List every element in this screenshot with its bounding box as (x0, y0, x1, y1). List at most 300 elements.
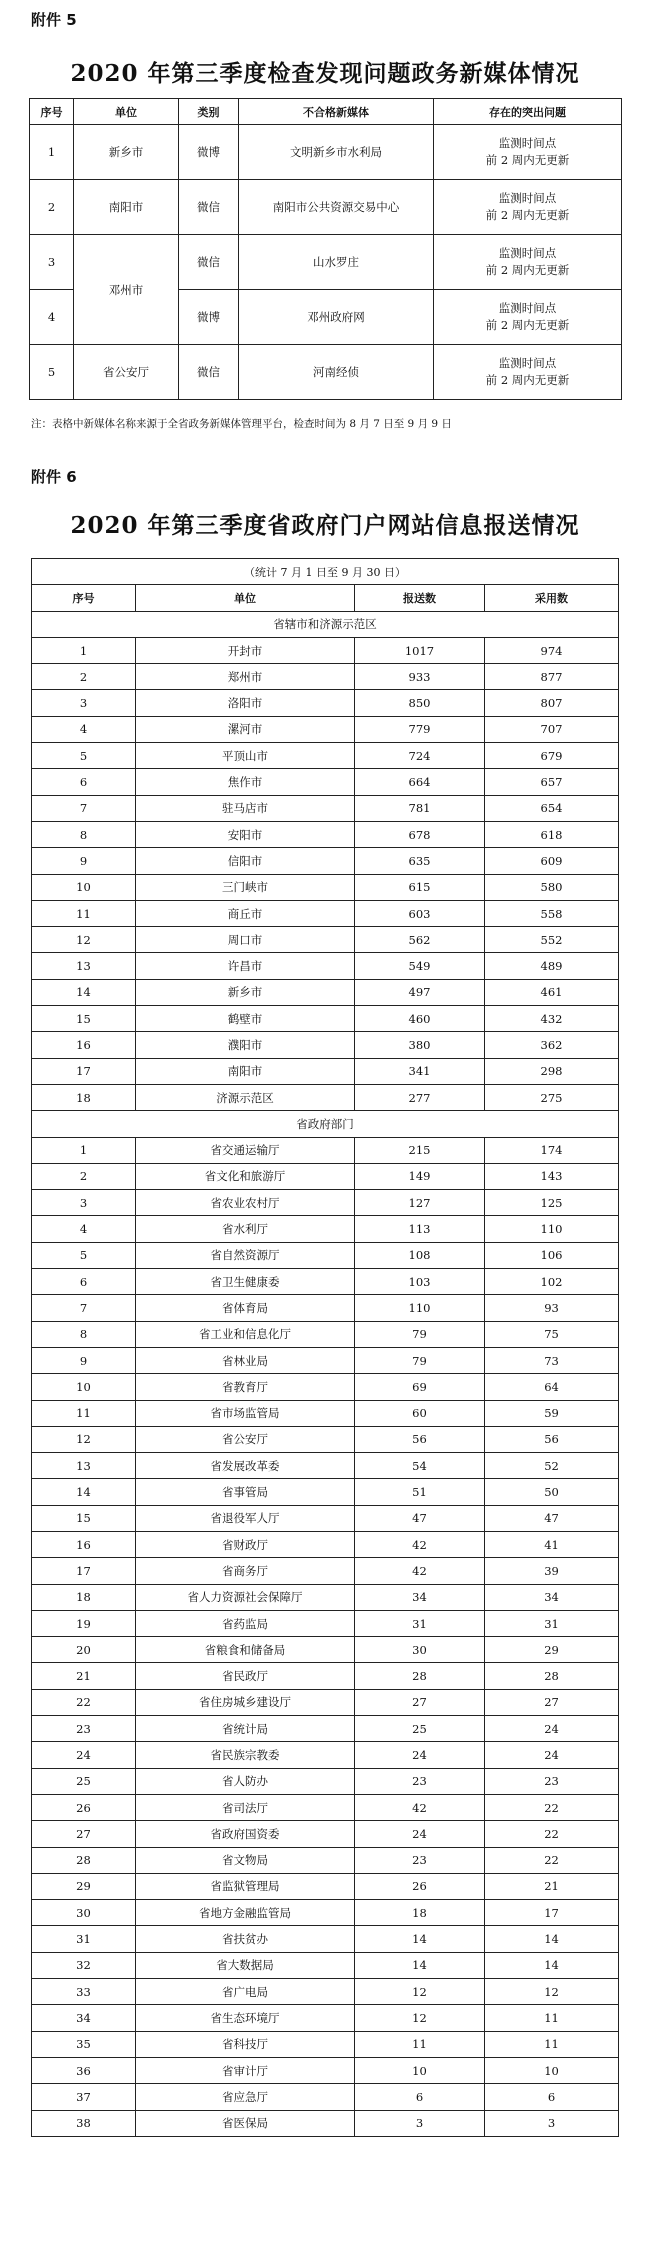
cell-no: 14 (32, 1479, 136, 1505)
cell-adopted: 125 (485, 1190, 619, 1216)
table-row (32, 2057, 619, 2083)
cell-unit: 省交通运输厅 (136, 1137, 355, 1163)
cell-adopted: 22 (485, 1821, 619, 1847)
issue-line-2: 前 2 周内无更新 (485, 373, 570, 387)
cell-no: 4 (32, 716, 136, 742)
table-row (32, 1295, 619, 1321)
header-unit: 单位 (136, 585, 355, 611)
cell-no: 5 (32, 743, 136, 769)
cell-no: 4 (30, 290, 74, 345)
table-row (32, 1163, 619, 1189)
cell-media: 河南经侦 (239, 345, 434, 400)
table-row (32, 1584, 619, 1610)
cell-unit: 平顶山市 (136, 743, 355, 769)
cell-unit: 省生态环境厅 (136, 2005, 355, 2031)
header-issue: 存在的突出问题 (434, 99, 622, 125)
cell-submitted: 18 (355, 1900, 485, 1926)
header-media: 不合格新媒体 (239, 99, 434, 125)
cell-adopted: 143 (485, 1163, 619, 1189)
cell-submitted: 42 (355, 1794, 485, 1820)
header-unit: 单位 (74, 99, 179, 125)
cell-type: 微信 (179, 345, 239, 400)
cell-unit: 周口市 (136, 927, 355, 953)
cell-unit: 省监狱管理局 (136, 1873, 355, 1899)
cell-submitted: 215 (355, 1137, 485, 1163)
cell-submitted: 724 (355, 743, 485, 769)
cell-submitted: 380 (355, 1032, 485, 1058)
table-row (32, 1058, 619, 1084)
issue-line-1: 监测时间点 (498, 356, 557, 370)
table-row (32, 1321, 619, 1347)
issue-line-2: 前 2 周内无更新 (485, 153, 570, 167)
cell-no: 8 (32, 1321, 136, 1347)
cell-adopted: 807 (485, 690, 619, 716)
cell-unit: 鹤壁市 (136, 1006, 355, 1032)
table-row (32, 769, 619, 795)
cell-no: 21 (32, 1663, 136, 1689)
cell-adopted: 52 (485, 1453, 619, 1479)
attachment5-label: 附件 5 (31, 11, 77, 29)
cell-adopted: 24 (485, 1716, 619, 1742)
cell-submitted: 24 (355, 1821, 485, 1847)
submissions-table-body (32, 559, 619, 2137)
cell-submitted: 1017 (355, 637, 485, 663)
cell-adopted: 22 (485, 1847, 619, 1873)
table-row (32, 900, 619, 926)
table-row (32, 1216, 619, 1242)
cell-unit: 省住房城乡建设厅 (136, 1689, 355, 1715)
cell-submitted: 6 (355, 2084, 485, 2110)
cell-adopted: 11 (485, 2005, 619, 2031)
cell-unit: 省水利厅 (136, 1216, 355, 1242)
table-row (32, 1873, 619, 1899)
cell-submitted: 664 (355, 769, 485, 795)
cell-issue (434, 180, 622, 235)
cell-adopted: 558 (485, 900, 619, 926)
cell-no: 35 (32, 2031, 136, 2057)
attachment6-title: 2020 年第三季度省政府门户网站信息报送情况 (70, 512, 580, 539)
cell-unit: 省统计局 (136, 1716, 355, 1742)
cell-unit: 省审计厅 (136, 2057, 355, 2083)
cell-no: 11 (32, 1400, 136, 1426)
cell-submitted: 42 (355, 1531, 485, 1557)
issue-line-2: 前 2 周内无更新 (485, 208, 570, 222)
table-row (32, 1453, 619, 1479)
table-row (32, 1137, 619, 1163)
table-row (32, 1926, 619, 1952)
cell-no: 36 (32, 2057, 136, 2083)
cell-submitted: 103 (355, 1269, 485, 1295)
cell-issue (434, 235, 622, 290)
cell-adopted: 10 (485, 2057, 619, 2083)
cell-adopted: 707 (485, 716, 619, 742)
cell-adopted: 102 (485, 1269, 619, 1295)
cell-adopted: 654 (485, 795, 619, 821)
cell-submitted: 603 (355, 900, 485, 926)
cell-adopted: 298 (485, 1058, 619, 1084)
table-row (30, 235, 622, 290)
table-row (32, 1347, 619, 1373)
cell-no: 27 (32, 1821, 136, 1847)
cell-adopted: 22 (485, 1794, 619, 1820)
cell-no: 2 (32, 1163, 136, 1189)
cell-no: 1 (30, 125, 74, 180)
cell-unit: 省商务厅 (136, 1558, 355, 1584)
cell-adopted: 106 (485, 1242, 619, 1268)
cell-no: 31 (32, 1926, 136, 1952)
cell-submitted: 110 (355, 1295, 485, 1321)
cell-unit: 省体育局 (136, 1295, 355, 1321)
cell-unit: 省自然资源厅 (136, 1242, 355, 1268)
cell-no: 16 (32, 1531, 136, 1557)
cell-no: 23 (32, 1716, 136, 1742)
cell-submitted: 23 (355, 1847, 485, 1873)
table-row (32, 1400, 619, 1426)
cell-media: 邓州政府网 (239, 290, 434, 345)
cell-no: 33 (32, 1979, 136, 2005)
section-row (32, 611, 619, 637)
cell-submitted: 779 (355, 716, 485, 742)
table-row (32, 1716, 619, 1742)
cell-unit: 省财政厅 (136, 1531, 355, 1557)
cell-submitted: 149 (355, 1163, 485, 1189)
cell-submitted: 60 (355, 1400, 485, 1426)
table-row (32, 1979, 619, 2005)
cell-submitted: 56 (355, 1426, 485, 1452)
table-row (32, 1610, 619, 1636)
cell-unit: 省林业局 (136, 1347, 355, 1373)
cell-unit: 省医保局 (136, 2110, 355, 2136)
cell-adopted: 432 (485, 1006, 619, 1032)
cell-adopted: 14 (485, 1952, 619, 1978)
table-row (32, 2005, 619, 2031)
cell-no: 8 (32, 821, 136, 847)
cell-no: 12 (32, 1426, 136, 1452)
cell-unit: 省教育厅 (136, 1374, 355, 1400)
table-row (32, 1426, 619, 1452)
table-row (30, 125, 622, 180)
cell-unit: 省政府国资委 (136, 1821, 355, 1847)
table-row (32, 1479, 619, 1505)
cell-adopted: 618 (485, 821, 619, 847)
cell-no: 7 (32, 1295, 136, 1321)
table-row (32, 2110, 619, 2136)
cell-issue (434, 290, 622, 345)
cell-unit: 省卫生健康委 (136, 1269, 355, 1295)
header-type: 类别 (179, 99, 239, 125)
cell-submitted: 460 (355, 1006, 485, 1032)
attachment6-label: 附件 6 (31, 468, 77, 486)
table-row (32, 1558, 619, 1584)
cell-unit: 省粮食和储备局 (136, 1637, 355, 1663)
table-row (32, 1190, 619, 1216)
cell-no: 1 (32, 1137, 136, 1163)
cell-submitted: 615 (355, 874, 485, 900)
cell-adopted: 489 (485, 953, 619, 979)
cell-adopted: 41 (485, 1531, 619, 1557)
cell-adopted: 275 (485, 1084, 619, 1110)
cell-submitted: 781 (355, 795, 485, 821)
cell-no: 30 (32, 1900, 136, 1926)
table-row (32, 1531, 619, 1557)
cell-type: 微博 (179, 290, 239, 345)
cell-unit: 南阳市 (74, 180, 179, 235)
cell-submitted: 127 (355, 1190, 485, 1216)
cell-no: 26 (32, 1794, 136, 1820)
cell-submitted: 42 (355, 1558, 485, 1584)
cell-unit: 省大数据局 (136, 1952, 355, 1978)
cell-submitted: 47 (355, 1505, 485, 1531)
cell-submitted: 24 (355, 1742, 485, 1768)
cell-adopted: 580 (485, 874, 619, 900)
cell-adopted: 50 (485, 1479, 619, 1505)
cell-unit: 焦作市 (136, 769, 355, 795)
cell-unit: 驻马店市 (136, 795, 355, 821)
cell-adopted: 11 (485, 2031, 619, 2057)
cell-unit: 省人防办 (136, 1768, 355, 1794)
cell-unit: 省地方金融监管局 (136, 1900, 355, 1926)
cell-unit: 省广电局 (136, 1979, 355, 2005)
cell-unit: 濮阳市 (136, 1032, 355, 1058)
cell-unit: 省市场监管局 (136, 1400, 355, 1426)
cell-submitted: 108 (355, 1242, 485, 1268)
cell-unit: 省扶贫办 (136, 1926, 355, 1952)
header-submitted: 报送数 (355, 585, 485, 611)
cell-adopted: 93 (485, 1295, 619, 1321)
cell-submitted: 12 (355, 1979, 485, 2005)
cell-submitted: 69 (355, 1374, 485, 1400)
table-row (32, 1847, 619, 1873)
cell-submitted: 79 (355, 1321, 485, 1347)
cell-adopted: 110 (485, 1216, 619, 1242)
caption-row (32, 559, 619, 585)
table-row (32, 1742, 619, 1768)
cell-adopted: 6 (485, 2084, 619, 2110)
cell-unit: 新乡市 (136, 979, 355, 1005)
cell-no: 1 (32, 637, 136, 663)
new-media-issues-table (29, 98, 622, 400)
cell-unit: 洛阳市 (136, 690, 355, 716)
table-row (30, 345, 622, 400)
cell-no: 13 (32, 953, 136, 979)
table-row (32, 1768, 619, 1794)
cell-unit: 省药监局 (136, 1610, 355, 1636)
table-row (32, 848, 619, 874)
cell-submitted: 79 (355, 1347, 485, 1373)
table-row (30, 180, 622, 235)
table-row (32, 795, 619, 821)
cell-unit: 省文化和旅游厅 (136, 1163, 355, 1189)
cell-adopted: 17 (485, 1900, 619, 1926)
cell-submitted: 277 (355, 1084, 485, 1110)
cell-submitted: 28 (355, 1663, 485, 1689)
cell-unit: 省人力资源社会保障厅 (136, 1584, 355, 1610)
cell-no: 17 (32, 1058, 136, 1084)
table-header-row (30, 99, 622, 125)
cell-issue (434, 345, 622, 400)
cell-no: 14 (32, 979, 136, 1005)
table-row (32, 927, 619, 953)
cell-adopted: 28 (485, 1663, 619, 1689)
cell-adopted: 3 (485, 2110, 619, 2136)
cell-unit: 开封市 (136, 637, 355, 663)
cell-no: 16 (32, 1032, 136, 1058)
cell-no: 22 (32, 1689, 136, 1715)
cell-no: 5 (32, 1242, 136, 1268)
cell-no: 3 (32, 690, 136, 716)
cell-adopted: 39 (485, 1558, 619, 1584)
cell-unit: 安阳市 (136, 821, 355, 847)
cell-submitted: 27 (355, 1689, 485, 1715)
cell-submitted: 113 (355, 1216, 485, 1242)
cell-submitted: 25 (355, 1716, 485, 1742)
table-row (32, 1663, 619, 1689)
cell-no: 10 (32, 874, 136, 900)
cell-unit: 省公安厅 (136, 1426, 355, 1452)
cell-no: 3 (32, 1190, 136, 1216)
table-row (32, 1821, 619, 1847)
cell-submitted: 34 (355, 1584, 485, 1610)
cell-submitted: 562 (355, 927, 485, 953)
cell-adopted: 31 (485, 1610, 619, 1636)
cell-no: 10 (32, 1374, 136, 1400)
table-note: 注：表格中新媒体名称来源于全省政务新媒体管理平台，检查时间为 8 月 7 日至 9 月 9 日 (31, 418, 452, 430)
cell-no: 11 (32, 900, 136, 926)
cell-unit: 省应急厅 (136, 2084, 355, 2110)
cell-no: 6 (32, 769, 136, 795)
section-cities-label: 省辖市和济源示范区 (32, 611, 619, 637)
table-row (32, 1900, 619, 1926)
cell-submitted: 31 (355, 1610, 485, 1636)
cell-adopted: 73 (485, 1347, 619, 1373)
cell-adopted: 12 (485, 1979, 619, 2005)
cell-no: 17 (32, 1558, 136, 1584)
table-row (32, 1689, 619, 1715)
table-row (32, 716, 619, 742)
issue-line-2: 前 2 周内无更新 (485, 263, 570, 277)
table-row (32, 2031, 619, 2057)
cell-adopted: 23 (485, 1768, 619, 1794)
cell-unit: 商丘市 (136, 900, 355, 926)
cell-adopted: 174 (485, 1137, 619, 1163)
cell-unit: 省退役军人厅 (136, 1505, 355, 1531)
cell-no: 5 (30, 345, 74, 400)
table-row (32, 2084, 619, 2110)
cell-submitted: 3 (355, 2110, 485, 2136)
cell-adopted: 877 (485, 664, 619, 690)
cell-submitted: 933 (355, 664, 485, 690)
cell-submitted: 678 (355, 821, 485, 847)
cell-no: 3 (30, 235, 74, 290)
cell-unit: 省农业农村厅 (136, 1190, 355, 1216)
cell-submitted: 54 (355, 1453, 485, 1479)
cell-media: 文明新乡市水利局 (239, 125, 434, 180)
table-header-row (32, 585, 619, 611)
cell-adopted: 552 (485, 927, 619, 953)
cell-no: 18 (32, 1084, 136, 1110)
table-row (32, 979, 619, 1005)
cell-no: 2 (32, 664, 136, 690)
cell-submitted: 14 (355, 1926, 485, 1952)
cell-submitted: 850 (355, 690, 485, 716)
header-no: 序号 (30, 99, 74, 125)
cell-unit: 省公安厅 (74, 345, 179, 400)
cell-submitted: 12 (355, 2005, 485, 2031)
cell-no: 7 (32, 795, 136, 821)
cell-submitted: 30 (355, 1637, 485, 1663)
cell-submitted: 11 (355, 2031, 485, 2057)
cell-adopted: 29 (485, 1637, 619, 1663)
table-row (32, 874, 619, 900)
cell-type: 微博 (179, 125, 239, 180)
cell-unit: 漯河市 (136, 716, 355, 742)
cell-no: 6 (32, 1269, 136, 1295)
cell-no: 13 (32, 1453, 136, 1479)
issue-line-1: 监测时间点 (498, 301, 557, 315)
header-adopted: 采用数 (485, 585, 619, 611)
cell-no: 12 (32, 927, 136, 953)
cell-submitted: 549 (355, 953, 485, 979)
cell-no: 28 (32, 1847, 136, 1873)
table-row (32, 1374, 619, 1400)
cell-no: 34 (32, 2005, 136, 2031)
cell-no: 15 (32, 1505, 136, 1531)
cell-unit: 省司法厅 (136, 1794, 355, 1820)
cell-media: 山水罗庄 (239, 235, 434, 290)
cell-no: 29 (32, 1873, 136, 1899)
table-row (32, 1637, 619, 1663)
cell-unit: 省工业和信息化厅 (136, 1321, 355, 1347)
cell-adopted: 362 (485, 1032, 619, 1058)
section-row (32, 1111, 619, 1137)
cell-adopted: 679 (485, 743, 619, 769)
cell-no: 38 (32, 2110, 136, 2136)
cell-unit: 许昌市 (136, 953, 355, 979)
cell-no: 32 (32, 1952, 136, 1978)
attachment5-title: 2020 年第三季度检查发现问题政务新媒体情况 (70, 60, 580, 87)
cell-submitted: 635 (355, 848, 485, 874)
table-row (32, 1952, 619, 1978)
cell-submitted: 23 (355, 1768, 485, 1794)
table-row (32, 1242, 619, 1268)
table-row (32, 821, 619, 847)
cell-no: 9 (32, 1347, 136, 1373)
cell-adopted: 34 (485, 1584, 619, 1610)
cell-submitted: 497 (355, 979, 485, 1005)
cell-submitted: 51 (355, 1479, 485, 1505)
table-row (32, 1006, 619, 1032)
issue-line-2: 前 2 周内无更新 (485, 318, 570, 332)
cell-unit: 省科技厅 (136, 2031, 355, 2057)
table-row (32, 1269, 619, 1295)
cell-submitted: 26 (355, 1873, 485, 1899)
cell-adopted: 657 (485, 769, 619, 795)
cell-unit: 三门峡市 (136, 874, 355, 900)
cell-no: 24 (32, 1742, 136, 1768)
issue-line-1: 监测时间点 (498, 136, 557, 150)
table-row (32, 1505, 619, 1531)
cell-no: 25 (32, 1768, 136, 1794)
cell-submitted: 10 (355, 2057, 485, 2083)
cell-submitted: 341 (355, 1058, 485, 1084)
cell-unit: 省民族宗教委 (136, 1742, 355, 1768)
cell-type: 微信 (179, 180, 239, 235)
table-row (32, 1084, 619, 1110)
cell-adopted: 56 (485, 1426, 619, 1452)
cell-adopted: 609 (485, 848, 619, 874)
cell-no: 15 (32, 1006, 136, 1032)
cell-submitted: 14 (355, 1952, 485, 1978)
